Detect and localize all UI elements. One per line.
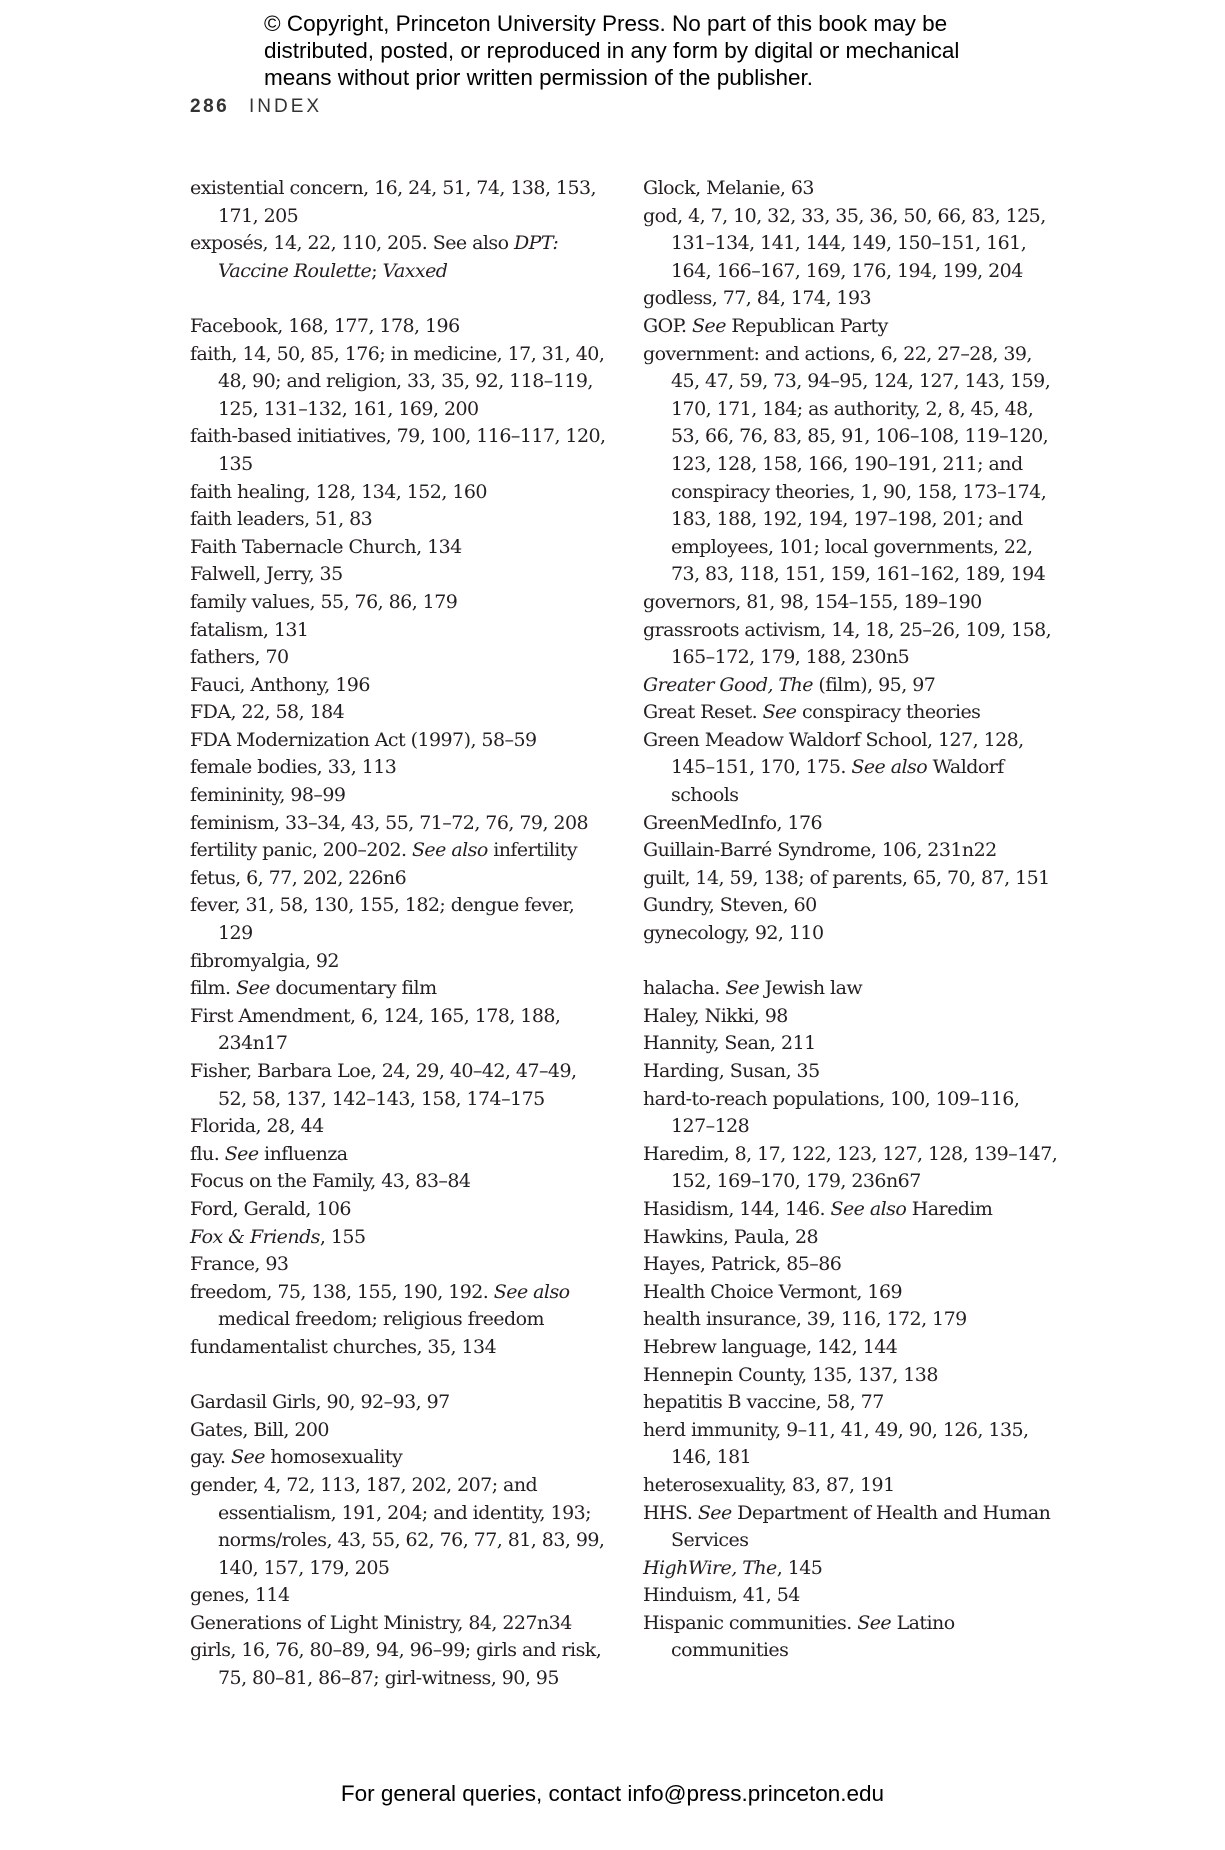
letter-group-gap xyxy=(643,948,1063,976)
index-entry: Hawkins, Paula, 28 xyxy=(643,1225,819,1248)
index-entry: fertility panic, 200–202. See also infertility xyxy=(190,839,578,862)
running-head xyxy=(190,96,322,118)
index-entry: girls, 16, 76, 80–89, 94, 96–99; girls and risk, 75, 80–81, 86–87; girl-witness, 90, 95 xyxy=(190,1639,602,1690)
index-entry: Fox & Friends, 155 xyxy=(190,1225,366,1248)
copyright-line: © Copyright, Princeton University Press. No part of this book may be xyxy=(264,11,948,36)
footer-contact: For general queries, contact info@press.princeton.edu xyxy=(340,1781,885,1806)
index-column-left xyxy=(190,175,610,1693)
index-entry: Glock, Melanie, 63 xyxy=(643,177,814,199)
index-entry: Great Reset. See conspiracy theories xyxy=(643,701,981,724)
index-column-right xyxy=(643,175,1063,1665)
index-entry: Green Meadow Waldorf School, 127, 128, 145–151, 170, 175. See also Waldorf schools xyxy=(643,728,1024,807)
index-entry: exposés, 14, 22, 110, 205. See also DPT: Vaccine Roulette; Vaxxed xyxy=(190,232,559,282)
index-entry: fetus, 6, 77, 202, 226n6 xyxy=(190,866,407,889)
index-entry: Falwell, Jerry, 35 xyxy=(190,563,343,586)
copyright-line: distributed, posted, or reproduced in any form by digital or mechanical xyxy=(264,38,960,63)
index-entry: faith-based initiatives, 79, 100, 116–117, 120, 135 xyxy=(190,425,606,475)
index-entry: Hebrew language, 142, 144 xyxy=(643,1335,898,1358)
copyright-line: means without prior written permission of the publisher. xyxy=(264,65,814,90)
index-entry: freedom, 75, 138, 155, 190, 192. See also medical freedom; religious freedom xyxy=(190,1280,570,1331)
page-number: 286 xyxy=(190,96,230,117)
index-entry: fatalism, 131 xyxy=(190,618,309,641)
index-entry: Hasidism, 144, 146. See also Haredim xyxy=(643,1197,993,1220)
index-entry: hard-to-reach populations, 100, 109–116, 127–128 xyxy=(643,1087,1020,1138)
index-entry: Florida, 28, 44 xyxy=(190,1115,324,1138)
index-entry: Gardasil Girls, 90, 92–93, 97 xyxy=(190,1391,450,1414)
index-entry: hepatitis B vaccine, 58, 77 xyxy=(643,1391,884,1414)
index-entry: FDA Modernization Act (1997), 58–59 xyxy=(190,728,537,751)
index-entry: Hispanic communities. See Latino communities xyxy=(643,1611,955,1662)
index-entry: flu. See influenza xyxy=(190,1142,348,1165)
index-entry: halacha. See Jewish law xyxy=(643,977,863,1000)
index-entry: Guillain-Barré Syndrome, 106, 231n22 xyxy=(643,839,997,862)
index-entry: GreenMedInfo, 176 xyxy=(643,811,823,834)
index-entry: grassroots activism, 14, 18, 25–26, 109, 158, 165–172, 179, 188, 230n5 xyxy=(643,618,1052,669)
letter-group-gap xyxy=(190,1362,610,1390)
index-entry: First Amendment, 6, 124, 165, 178, 188, 234n17 xyxy=(190,1004,561,1055)
index-entry: femininity, 98–99 xyxy=(190,784,346,807)
index-entry: Fauci, Anthony, 196 xyxy=(190,673,370,696)
copyright-notice xyxy=(264,10,1024,91)
index-entry: health insurance, 39, 116, 172, 179 xyxy=(643,1308,967,1331)
index-entry: film. See documentary film xyxy=(190,977,437,1000)
index-entry: Faith Tabernacle Church, 134 xyxy=(190,535,462,558)
index-entry: faith healing, 128, 134, 152, 160 xyxy=(190,480,487,503)
index-entry: FDA, 22, 58, 184 xyxy=(190,701,345,724)
index-entry: faith leaders, 51, 83 xyxy=(190,508,373,531)
index-entry: gender, 4, 72, 113, 187, 202, 207; and essentialism, 191, 204; and identity, 193; norms/roles, 43, 55, 62, 76, 77, 81, 83, 99, 140, 157, 179, 205 xyxy=(190,1473,605,1579)
index-entry: Focus on the Family, 43, 83–84 xyxy=(190,1170,471,1193)
index-entry: Hannity, Sean, 211 xyxy=(643,1032,816,1055)
index-entry: Facebook, 168, 177, 178, 196 xyxy=(190,314,460,337)
index-entry: heterosexuality, 83, 87, 191 xyxy=(643,1473,895,1496)
index-entry: fibromyalgia, 92 xyxy=(190,949,339,972)
index-entry: godless, 77, 84, 174, 193 xyxy=(643,287,872,310)
index-entry: Health Choice Vermont, 169 xyxy=(643,1280,903,1303)
index-entry: fever, 31, 58, 130, 155, 182; dengue fever, 129 xyxy=(190,894,575,945)
index-entry: gynecology, 92, 110 xyxy=(643,922,824,945)
index-entry: guilt, 14, 59, 138; of parents, 65, 70, 87, 151 xyxy=(643,866,1050,889)
index-entry: HighWire, The, 145 xyxy=(643,1556,823,1579)
index-entry: Ford, Gerald, 106 xyxy=(190,1197,351,1220)
index-entry: Fisher, Barbara Loe, 24, 29, 40–42, 47–49, 52, 58, 137, 142–143, 158, 174–175 xyxy=(190,1060,577,1110)
index-entry: Haley, Nikki, 98 xyxy=(643,1004,788,1027)
section-title: INDEX xyxy=(248,96,323,117)
index-entry: Gates, Bill, 200 xyxy=(190,1418,329,1441)
index-entry: fundamentalist churches, 35, 134 xyxy=(190,1335,497,1358)
index-entry: government: and actions, 6, 22, 27–28, 39, 45, 47, 59, 73, 94–95, 124, 127, 143, 159, 170, 171, 184; as authority, 2, 8, 45, 48, 53, 66, 76, 83, 85, 91, 106–108, 119–120, 123, 128, 158, 166, 190–191, 211; and conspiracy theories, 1, 90, 158, 173–174, 183, 188, 192, 194, 197–198, 201; and employees, 101; local governments, 22, 73, 83, 118, 151, 159, 161–162, 189, 194 xyxy=(643,342,1051,586)
index-entry: GOP. See Republican Party xyxy=(643,314,888,337)
index-entry: Hennepin County, 135, 137, 138 xyxy=(643,1363,938,1386)
index-entry: Hayes, Patrick, 85–86 xyxy=(643,1253,842,1276)
index-entry: Hinduism, 41, 54 xyxy=(643,1584,800,1607)
index-entry: genes, 114 xyxy=(190,1584,290,1607)
index-entry: Harding, Susan, 35 xyxy=(643,1060,820,1082)
index-entry: gay. See homosexuality xyxy=(190,1446,403,1469)
index-entry: god, 4, 7, 10, 32, 33, 35, 36, 50, 66, 83, 125, 131–134, 141, 144, 149, 150–151, 161, 164, 166–167, 169, 176, 194, 199, 204 xyxy=(643,204,1046,282)
index-entry: family values, 55, 76, 86, 179 xyxy=(190,590,458,613)
index-entry: existential concern, 16, 24, 51, 74, 138, 153, 171, 205 xyxy=(190,177,597,227)
index-entry: female bodies, 33, 113 xyxy=(190,756,397,779)
index-entry: fathers, 70 xyxy=(190,646,289,669)
letter-group-gap xyxy=(190,285,610,313)
index-entry: feminism, 33–34, 43, 55, 71–72, 76, 79, 208 xyxy=(190,811,589,834)
index-entry: Generations of Light Ministry, 84, 227n34 xyxy=(190,1611,572,1634)
index-entry: HHS. See Department of Health and Human Services xyxy=(643,1501,1051,1552)
index-entry: Haredim, 8, 17, 122, 123, 127, 128, 139–147, 152, 169–170, 179, 236n67 xyxy=(643,1142,1058,1193)
index-entry: faith, 14, 50, 85, 176; in medicine, 17, 31, 40, 48, 90; and religion, 33, 35, 92, 118–119, 125, 131–132, 161, 169, 200 xyxy=(190,342,605,420)
index-entry: France, 93 xyxy=(190,1253,289,1276)
index-entry: governors, 81, 98, 154–155, 189–190 xyxy=(643,590,982,613)
index-entry: herd immunity, 9–11, 41, 49, 90, 126, 135, 146, 181 xyxy=(643,1418,1029,1469)
index-entry: Greater Good, The (film), 95, 97 xyxy=(643,673,936,696)
index-entry: Gundry, Steven, 60 xyxy=(643,894,817,917)
